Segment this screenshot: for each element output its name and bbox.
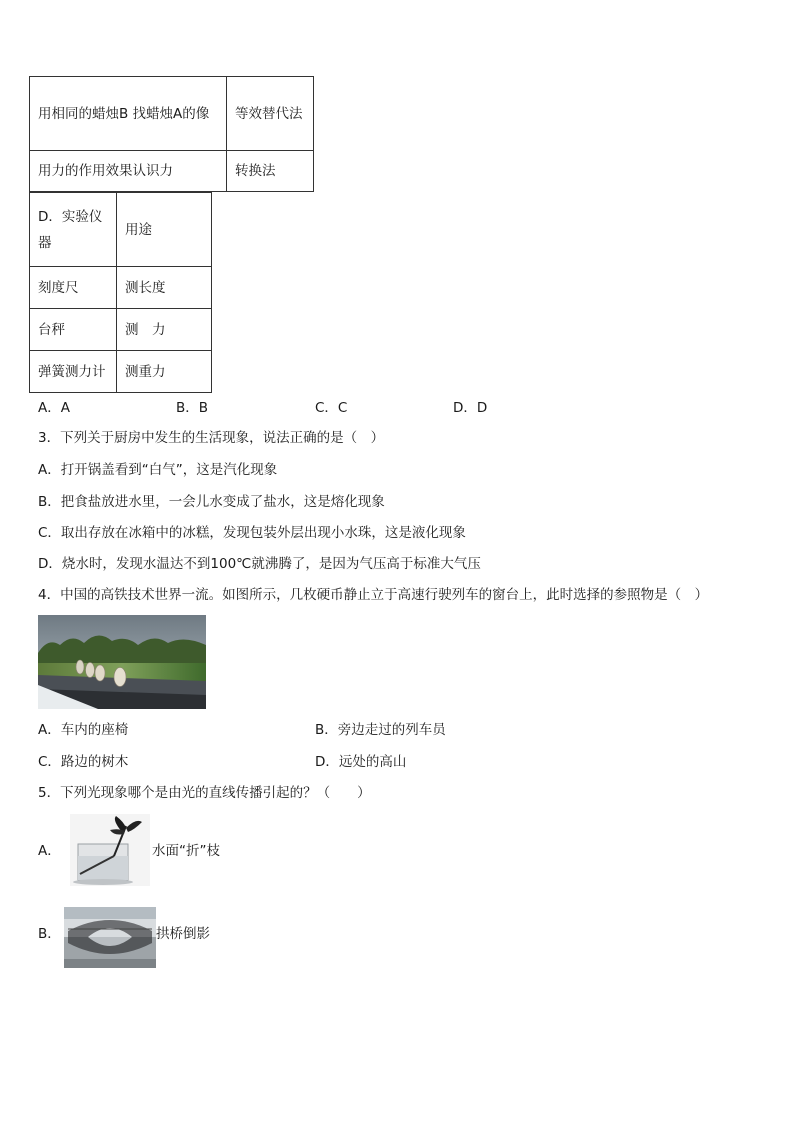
q5-option-a-letter[interactable]: A．	[38, 843, 61, 859]
q2-option-a[interactable]: A．A	[38, 400, 70, 416]
table-header-row	[30, 193, 212, 267]
q4-option-b[interactable]: B．旁边走过的列车员	[315, 722, 446, 738]
table-cell: 转换法	[227, 151, 314, 192]
q2-option-b[interactable]: B．B	[176, 400, 209, 416]
table-row	[30, 309, 212, 351]
q4-option-c[interactable]: C．路边的树木	[38, 754, 129, 770]
q3-option-c[interactable]: C．取出存放在冰箱中的冰糕，发现包装外层出现小水珠，这是液化现象	[38, 525, 466, 541]
table-row	[30, 267, 212, 309]
arch-bridge-reflection-photo	[64, 907, 156, 968]
q2-option-c[interactable]: C．C	[315, 400, 348, 416]
table-cell: 刻度尺	[30, 267, 117, 309]
table-header-cell: D．实验仪器	[30, 193, 117, 267]
bent-branch-in-water-photo	[70, 814, 150, 886]
table-row	[30, 151, 314, 192]
q4-stem: 4．中国的高铁技术世界一流。如图所示，几枚硬币静止立于高速行驶列车的窗台上，此时选择的参照物是（ ）	[38, 587, 709, 603]
instruments-table	[29, 192, 212, 393]
table-cell: 用相同的蜡烛B 找蜡烛A的像	[30, 77, 227, 151]
q2-option-d[interactable]: D．D	[453, 400, 488, 416]
q3-stem: 3．下列关于厨房中发生的生活现象，说法正确的是（ ）	[38, 430, 385, 446]
q3-option-d[interactable]: D．烧水时，发现水温达不到100℃就沸腾了，是因为气压高于标准大气压	[38, 556, 481, 572]
table-row	[30, 351, 212, 393]
table-row	[30, 77, 314, 151]
table-header-cell: 用途	[117, 193, 212, 267]
q5-stem: 5．下列光现象哪个是由光的直线传播引起的？（ ）	[38, 785, 371, 801]
table-cell: 测重力	[117, 351, 212, 393]
table-cell: 用力的作用效果认识力	[30, 151, 227, 192]
q3-option-a[interactable]: A．打开锅盖看到“白气”，这是汽化现象	[38, 462, 278, 478]
q4-option-a[interactable]: A．车内的座椅	[38, 722, 129, 738]
train-window-coins-photo	[38, 615, 206, 709]
methods-table	[29, 76, 314, 192]
table-cell: 等效替代法	[227, 77, 314, 151]
q5-option-b-letter[interactable]: B．	[38, 926, 61, 942]
table-cell: 台秤	[30, 309, 117, 351]
q5-option-a-text: 水面“折”枝	[152, 843, 220, 859]
q5-option-b-text: 拱桥倒影	[156, 926, 210, 942]
q4-option-d[interactable]: D．远处的高山	[315, 754, 407, 770]
table-cell: 测长度	[117, 267, 212, 309]
table-cell: 弹簧测力计	[30, 351, 117, 393]
table-cell: 测 力	[117, 309, 212, 351]
q3-option-b[interactable]: B．把食盐放进水里，一会儿水变成了盐水，这是熔化现象	[38, 494, 385, 510]
